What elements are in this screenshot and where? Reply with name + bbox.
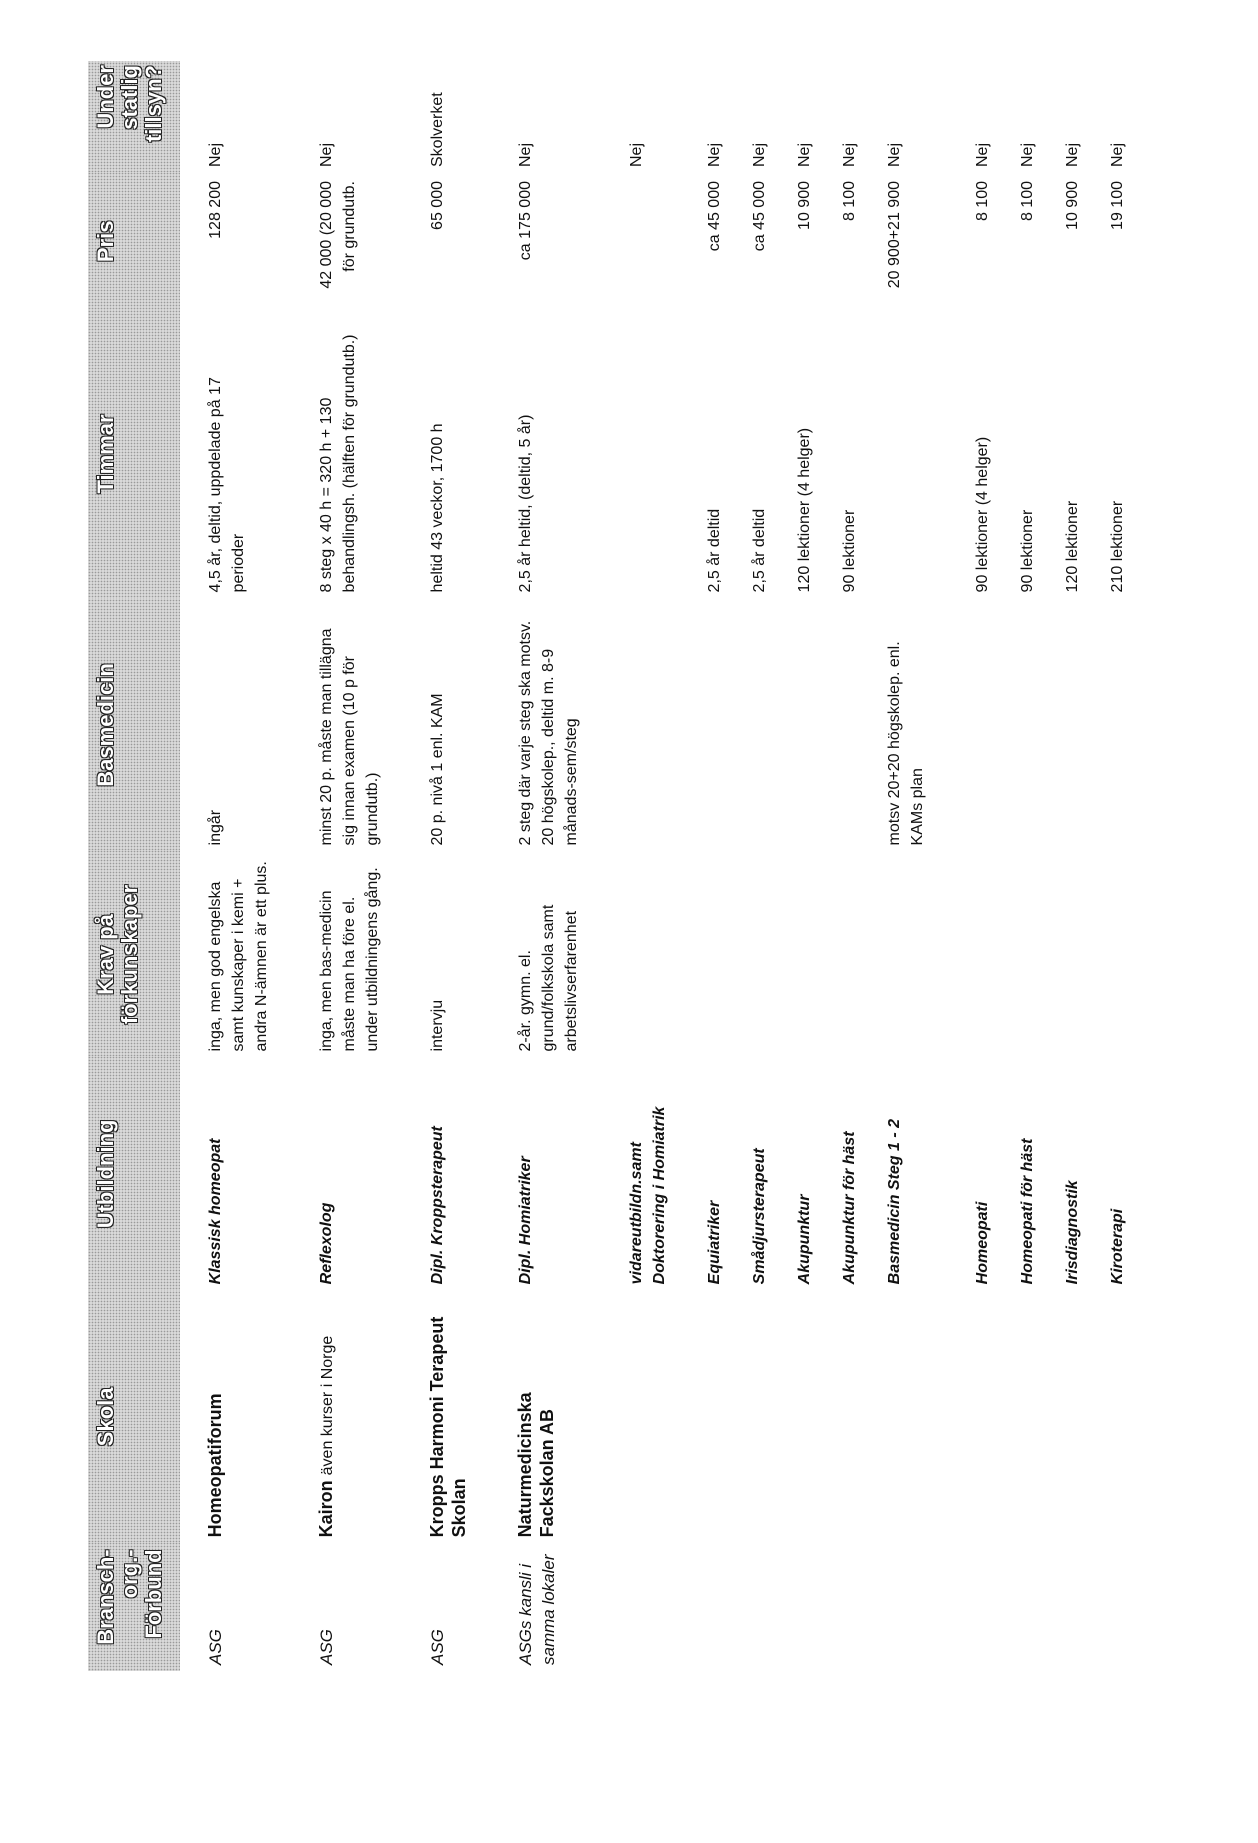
cell-org (929, 1543, 994, 1671)
cell-education: Irisdiagnostik (1064, 1180, 1081, 1285)
cell-prerequisites (861, 851, 929, 1057)
cell-hours: 90 lektioner (841, 509, 858, 593)
cell-supervision: Nej (517, 142, 534, 167)
cell-org: ASGs kansli i samma lokaler (516, 1554, 558, 1665)
header-price: Pris (88, 173, 180, 310)
cell-prerequisites: intervju (429, 999, 446, 1052)
cell-price: 65 000 (429, 181, 446, 230)
cell-org (726, 1543, 771, 1671)
cell-price: ca 45 000 (751, 181, 768, 252)
cell-basic-medicine: 20 p. nivå 1 enl. KAM (429, 693, 446, 846)
cell-supervision: Skolverket (429, 92, 446, 167)
cell-school (384, 1290, 472, 1543)
cell-hours: 120 lektioner (4 helger) (796, 427, 813, 593)
cell-education: Akupunktur (796, 1194, 813, 1285)
cell-price: ca 45 000 (706, 181, 723, 252)
cell-org (816, 1543, 861, 1671)
cell-prerequisites (1084, 851, 1129, 1057)
cell-school (180, 1290, 273, 1543)
cell-supervision: Nej (974, 142, 991, 167)
cell-hours: 90 lektioner (4 helger) (974, 436, 991, 593)
table-row (273, 61, 384, 1671)
cell-education: Smådjursterapeut (751, 1148, 768, 1285)
cell-supervision: Nej (628, 142, 645, 167)
cell-price: 128 200 (207, 181, 224, 239)
table-body (180, 61, 1129, 1671)
school-name: Kairon (316, 1480, 336, 1538)
cell-supervision: Nej (796, 142, 813, 167)
table-row (384, 61, 472, 1671)
cell-price: 42 000 (20 000 för grundutb. (318, 181, 358, 289)
table-row (671, 61, 726, 1671)
cell-prerequisites (1039, 851, 1084, 1057)
cell-school (1084, 1290, 1129, 1543)
school-name: Kropps Harmoni Terapeut Skolan (427, 1316, 469, 1538)
cell-education: Akupunktur för häst (841, 1131, 858, 1285)
cell-school (929, 1290, 994, 1543)
cell-hours: 90 lektioner (1019, 509, 1036, 593)
header-basic-medicine: Basmedicin (88, 598, 180, 851)
cell-basic-medicine: minst 20 p. måste man tillägna sig innan examen (10 p för grundutb.) (318, 628, 381, 846)
table-row (1084, 61, 1129, 1671)
cell-education: Klassisk homeopat (207, 1138, 224, 1285)
header-row (88, 61, 180, 1671)
cell-org: ASG (206, 1629, 225, 1665)
cell-price: 20 900+21 900 (886, 181, 903, 289)
header-hours: Timmar (88, 310, 180, 599)
cell-supervision: Nej (1109, 142, 1126, 167)
cell-price: 8 100 (1019, 181, 1036, 222)
table-row (583, 61, 671, 1671)
cell-education: Dipl. Homiatriker (517, 1156, 534, 1285)
cell-supervision: Nej (841, 142, 858, 167)
cell-org (771, 1543, 816, 1671)
table-row (472, 61, 583, 1671)
cell-basic-medicine (771, 598, 816, 851)
header-org: Bransch-org.-Förbund (88, 1543, 180, 1671)
table-header (88, 61, 180, 1671)
cell-org (994, 1543, 1039, 1671)
cell-supervision: Nej (706, 142, 723, 167)
cell-org (671, 1543, 726, 1671)
cell-price: ca 175 000 (517, 181, 534, 261)
header-education: Utbildning (88, 1057, 180, 1290)
cell-prerequisites (671, 851, 726, 1057)
cell-education: vidareutbildn.samt Doktorering i Homiatrik (628, 1106, 668, 1285)
cell-school (726, 1290, 771, 1543)
school-name: Naturmedicinska Fackskolan AB (515, 1392, 557, 1538)
table-row (994, 61, 1039, 1671)
cell-supervision: Nej (886, 142, 903, 167)
cell-hours: heltid 43 veckor, 1700 h (429, 423, 446, 593)
education-table (88, 61, 1129, 1671)
cell-prerequisites (816, 851, 861, 1057)
cell-price: 10 900 (1064, 181, 1081, 230)
cell-hours: 120 lektioner (1064, 500, 1081, 593)
school-note: även kurser i Norge (319, 1335, 336, 1476)
cell-basic-medicine: ingår (207, 809, 224, 846)
cell-supervision: Nej (318, 142, 335, 167)
cell-prerequisites (726, 851, 771, 1057)
cell-basic-medicine (816, 598, 861, 851)
cell-school (671, 1290, 726, 1543)
cell-school (472, 1290, 583, 1543)
cell-school (273, 1290, 384, 1543)
cell-prerequisites: 2-år. gymn. el. grund/folkskola samt arbetslivserfarenhet (517, 904, 580, 1052)
cell-school (1039, 1290, 1084, 1543)
cell-hours: 2,5 år heltid, (deltid, 5 år) (517, 414, 534, 593)
cell-price (583, 173, 671, 310)
cell-basic-medicine (994, 598, 1039, 851)
cell-basic-medicine (1039, 598, 1084, 851)
cell-prerequisites: inga, men god engelska samt kunskaper i kemi + andra N-ämnen är ett plus. (207, 861, 270, 1052)
education-table-wrap (88, 61, 1129, 1671)
cell-org (583, 1543, 671, 1671)
cell-hours (583, 310, 671, 599)
cell-hours: 8 steg x 40 h = 320 h + 130 behandlingsh. (hälften för grundutb.) (318, 334, 358, 593)
cell-price: 19 100 (1109, 181, 1126, 230)
cell-supervision: Nej (1064, 142, 1081, 167)
table-row (929, 61, 994, 1671)
cell-hours: 4,5 år, deltid, uppdelade på 17 perioder (207, 377, 247, 593)
cell-price: 10 900 (796, 181, 813, 230)
cell-basic-medicine (671, 598, 726, 851)
cell-supervision: Nej (1019, 142, 1036, 167)
cell-basic-medicine (1084, 598, 1129, 851)
cell-prerequisites (583, 851, 671, 1057)
cell-org: ASG (317, 1629, 336, 1665)
cell-education: Homeopati för häst (1019, 1138, 1036, 1285)
cell-school (994, 1290, 1039, 1543)
header-supervision: Under statlig tillsyn? (88, 61, 180, 173)
cell-prerequisites (994, 851, 1039, 1057)
cell-school (861, 1290, 929, 1543)
cell-hours: 210 lektioner (1109, 500, 1126, 593)
cell-school (816, 1290, 861, 1543)
cell-supervision: Nej (751, 142, 768, 167)
cell-basic-medicine: 2 steg där varje steg ska motsv. 20 högskolep., deltid m. 8-9 månads-sem/steg (517, 620, 580, 846)
school-name: Homeopatiforum (205, 1393, 225, 1538)
table-row (726, 61, 771, 1671)
cell-basic-medicine (583, 598, 671, 851)
cell-prerequisites: inga, men bas-medicin måste man ha före el. under utbildningens gång. (318, 867, 381, 1052)
cell-supervision: Nej (207, 142, 224, 167)
cell-education: Reflexolog (318, 1202, 335, 1285)
table-row (180, 61, 273, 1671)
table-row (816, 61, 861, 1671)
cell-basic-medicine (929, 598, 994, 851)
cell-price: 8 100 (974, 181, 991, 222)
header-prerequisites: Krav på förkunskaper (88, 851, 180, 1057)
cell-hours: 2,5 år deltid (751, 508, 768, 593)
cell-education: Equiatriker (706, 1200, 723, 1285)
cell-basic-medicine: motsv 20+20 högskolep. enl. KAMs plan (886, 641, 926, 846)
cell-price: 8 100 (841, 181, 858, 222)
table-row (1039, 61, 1084, 1671)
cell-prerequisites (929, 851, 994, 1057)
cell-org (1039, 1543, 1084, 1671)
table-row (861, 61, 929, 1671)
cell-org (861, 1543, 929, 1671)
cell-org: ASG (428, 1629, 447, 1665)
cell-prerequisites (771, 851, 816, 1057)
cell-education: Basmedicin Steg 1 - 2 (886, 1118, 903, 1285)
cell-hours: 2,5 år deltid (706, 508, 723, 593)
table-row (771, 61, 816, 1671)
cell-education: Kiroterapi (1109, 1208, 1126, 1285)
cell-hours (861, 310, 929, 599)
cell-school (583, 1290, 671, 1543)
cell-education: Dipl. Kroppsterapeut (429, 1126, 446, 1285)
cell-basic-medicine (726, 598, 771, 851)
header-school: Skola (88, 1290, 180, 1543)
cell-school (771, 1290, 816, 1543)
cell-org (1084, 1543, 1129, 1671)
cell-education: Homeopati (974, 1201, 991, 1285)
